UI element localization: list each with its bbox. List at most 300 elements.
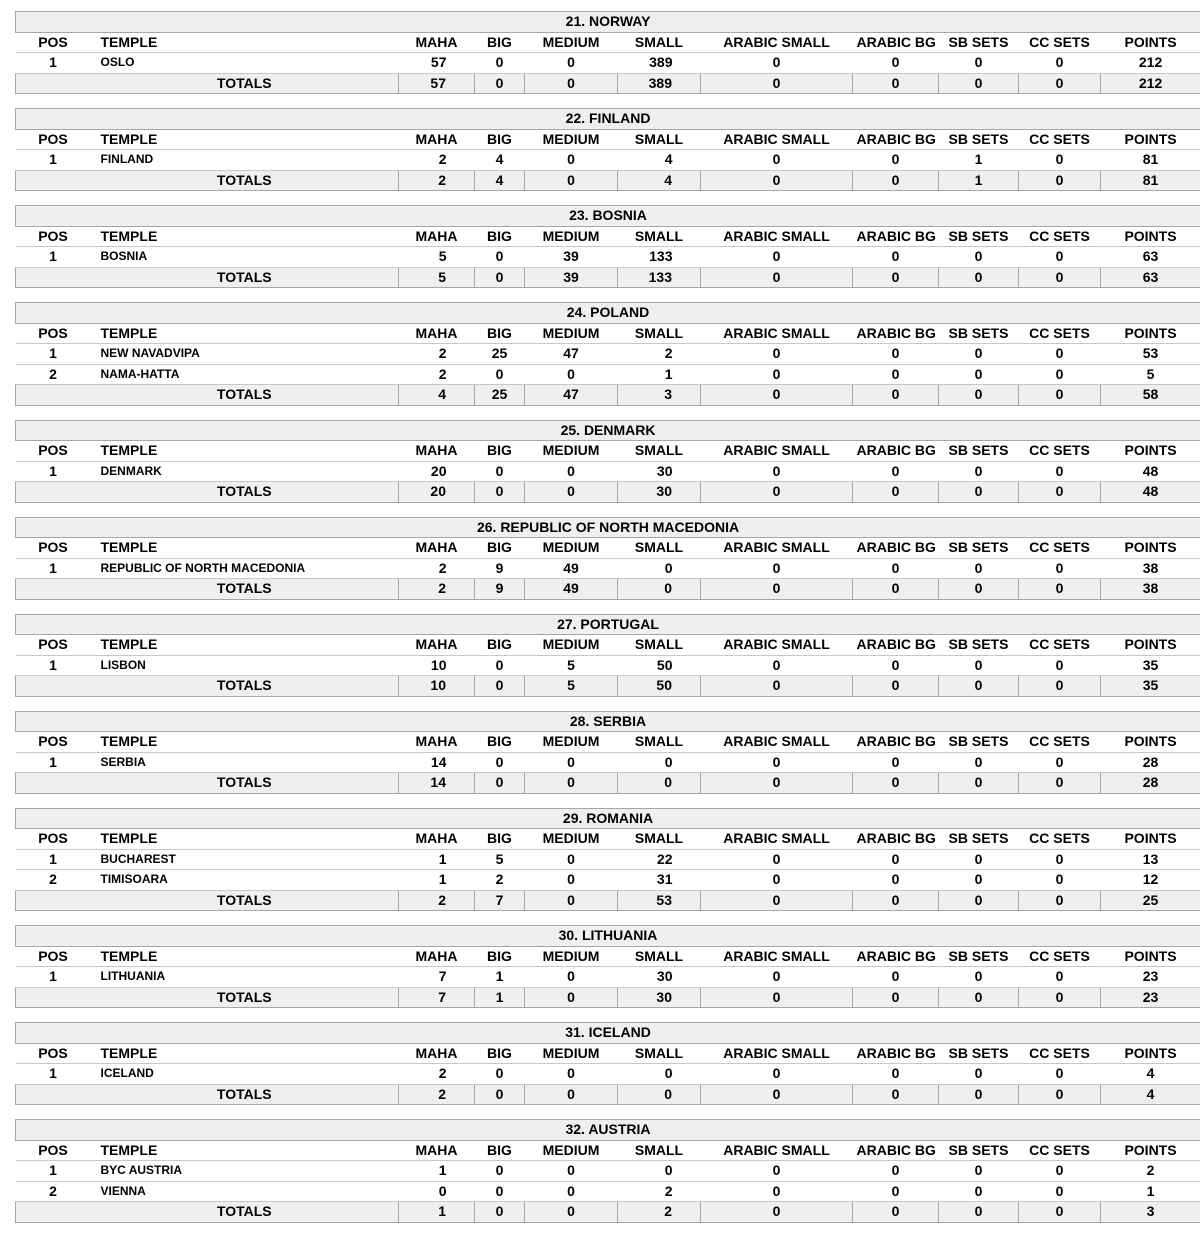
cell-maha: 0 <box>399 1181 475 1202</box>
table-row <box>16 247 1200 268</box>
total-arabic-small: 0 <box>701 987 853 1008</box>
cell-big: 0 <box>475 1181 525 1202</box>
country-title-row <box>16 517 1200 538</box>
header-big: BIG <box>475 1043 525 1064</box>
totals-row <box>16 482 1200 503</box>
cell-small: 0 <box>618 752 701 773</box>
total-points: 35 <box>1101 676 1200 697</box>
cell-arabic-small: 0 <box>701 461 853 482</box>
header-big: BIG <box>475 226 525 247</box>
total-arabic-small: 0 <box>701 385 853 406</box>
header-cc-sets: CC SETS <box>1019 946 1101 967</box>
header-arabic-small: ARABIC SMALL <box>701 732 853 753</box>
cell-medium: 0 <box>525 870 618 891</box>
cell-small: 2 <box>618 344 701 365</box>
country-table <box>15 517 1200 600</box>
total-arabic-small: 0 <box>701 1084 853 1105</box>
header-arabic-bg: ARABIC BG <box>853 538 939 559</box>
header-cc-sets: CC SETS <box>1019 635 1101 656</box>
cell-big: 0 <box>475 655 525 676</box>
header-small: SMALL <box>618 129 701 150</box>
cell-sb-sets: 0 <box>939 849 1019 870</box>
cell-medium: 39 <box>525 247 618 268</box>
total-small: 4 <box>618 170 701 191</box>
country-title: 30. LITHUANIA <box>16 926 1200 947</box>
country-title-row <box>16 711 1200 732</box>
header-sb-sets: SB SETS <box>939 946 1019 967</box>
header-row <box>16 226 1200 247</box>
total-points: 212 <box>1101 73 1200 94</box>
totals-label: TOTALS <box>91 987 399 1008</box>
total-maha: 14 <box>399 773 475 794</box>
total-big: 0 <box>475 73 525 94</box>
header-arabic-small: ARABIC SMALL <box>701 1140 853 1161</box>
header-points: POINTS <box>1101 323 1200 344</box>
total-points: 38 <box>1101 579 1200 600</box>
header-temple: TEMPLE <box>91 129 399 150</box>
country-title-row <box>16 926 1200 947</box>
table-row <box>16 53 1200 74</box>
header-arabic-bg: ARABIC BG <box>853 946 939 967</box>
header-arabic-small: ARABIC SMALL <box>701 323 853 344</box>
cell-pos: 1 <box>16 344 91 365</box>
header-big: BIG <box>475 635 525 656</box>
header-temple: TEMPLE <box>91 635 399 656</box>
header-small: SMALL <box>618 635 701 656</box>
total-big: 0 <box>475 773 525 794</box>
table-row <box>16 870 1200 891</box>
total-maha: 7 <box>399 987 475 1008</box>
total-cc-sets: 0 <box>1019 267 1101 288</box>
country-title-row <box>16 1023 1200 1044</box>
total-maha: 5 <box>399 267 475 288</box>
cell-arabic-bg: 0 <box>853 53 939 74</box>
total-small: 0 <box>618 1084 701 1105</box>
header-medium: MEDIUM <box>525 32 618 53</box>
header-pos: POS <box>16 1043 91 1064</box>
header-sb-sets: SB SETS <box>939 441 1019 462</box>
header-maha: MAHA <box>399 441 475 462</box>
cell-temple: DENMARK <box>91 461 399 482</box>
table-row <box>16 1064 1200 1085</box>
total-sb-sets: 0 <box>939 773 1019 794</box>
total-arabic-bg: 0 <box>853 1084 939 1105</box>
total-big: 0 <box>475 267 525 288</box>
cell-temple: ICELAND <box>91 1064 399 1085</box>
cell-cc-sets: 0 <box>1019 1181 1101 1202</box>
header-maha: MAHA <box>399 946 475 967</box>
total-maha: 2 <box>399 579 475 600</box>
total-big: 4 <box>475 170 525 191</box>
cell-sb-sets: 0 <box>939 967 1019 988</box>
cell-sb-sets: 0 <box>939 655 1019 676</box>
totals-spacer <box>16 1202 91 1223</box>
header-big: BIG <box>475 1140 525 1161</box>
cell-sb-sets: 0 <box>939 344 1019 365</box>
header-temple: TEMPLE <box>91 538 399 559</box>
total-arabic-bg: 0 <box>853 267 939 288</box>
header-big: BIG <box>475 732 525 753</box>
country-table <box>15 925 1200 1008</box>
header-arabic-bg: ARABIC BG <box>853 441 939 462</box>
total-cc-sets: 0 <box>1019 385 1101 406</box>
header-arabic-bg: ARABIC BG <box>853 1140 939 1161</box>
cell-points: 81 <box>1101 150 1200 171</box>
cell-pos: 1 <box>16 558 91 579</box>
total-arabic-small: 0 <box>701 267 853 288</box>
cell-pos: 1 <box>16 1064 91 1085</box>
cell-small: 50 <box>618 655 701 676</box>
cell-sb-sets: 0 <box>939 558 1019 579</box>
cell-maha: 57 <box>399 53 475 74</box>
cell-small: 22 <box>618 849 701 870</box>
total-medium: 0 <box>525 482 618 503</box>
header-small: SMALL <box>618 1043 701 1064</box>
cell-medium: 0 <box>525 364 618 385</box>
header-arabic-small: ARABIC SMALL <box>701 538 853 559</box>
total-medium: 47 <box>525 385 618 406</box>
country-title-row <box>16 303 1200 324</box>
header-small: SMALL <box>618 1140 701 1161</box>
totals-label: TOTALS <box>91 385 399 406</box>
cell-points: 38 <box>1101 558 1200 579</box>
header-points: POINTS <box>1101 441 1200 462</box>
cell-maha: 14 <box>399 752 475 773</box>
cell-maha: 2 <box>399 344 475 365</box>
header-points: POINTS <box>1101 1140 1200 1161</box>
cell-cc-sets: 0 <box>1019 558 1101 579</box>
totals-label: TOTALS <box>91 579 399 600</box>
cell-arabic-bg: 0 <box>853 752 939 773</box>
cell-medium: 5 <box>525 655 618 676</box>
cell-sb-sets: 0 <box>939 870 1019 891</box>
country-table <box>15 420 1200 503</box>
total-sb-sets: 0 <box>939 73 1019 94</box>
header-cc-sets: CC SETS <box>1019 129 1101 150</box>
header-row <box>16 441 1200 462</box>
cell-cc-sets: 0 <box>1019 364 1101 385</box>
cell-arabic-small: 0 <box>701 1064 853 1085</box>
header-sb-sets: SB SETS <box>939 732 1019 753</box>
cell-arabic-bg: 0 <box>853 1181 939 1202</box>
total-medium: 0 <box>525 987 618 1008</box>
header-small: SMALL <box>618 732 701 753</box>
totals-row <box>16 267 1200 288</box>
cell-maha: 1 <box>399 1161 475 1182</box>
cell-sb-sets: 0 <box>939 364 1019 385</box>
total-points: 63 <box>1101 267 1200 288</box>
cell-big: 1 <box>475 967 525 988</box>
cell-maha: 1 <box>399 870 475 891</box>
table-row <box>16 967 1200 988</box>
total-big: 25 <box>475 385 525 406</box>
cell-cc-sets: 0 <box>1019 967 1101 988</box>
header-medium: MEDIUM <box>525 129 618 150</box>
totals-spacer <box>16 676 91 697</box>
cell-temple: LISBON <box>91 655 399 676</box>
cell-points: 63 <box>1101 247 1200 268</box>
totals-row <box>16 987 1200 1008</box>
header-arabic-bg: ARABIC BG <box>853 635 939 656</box>
cell-big: 0 <box>475 364 525 385</box>
header-cc-sets: CC SETS <box>1019 829 1101 850</box>
total-points: 23 <box>1101 987 1200 1008</box>
header-arabic-bg: ARABIC BG <box>853 226 939 247</box>
total-big: 0 <box>475 676 525 697</box>
table-row <box>16 364 1200 385</box>
table-row <box>16 150 1200 171</box>
cell-arabic-small: 0 <box>701 655 853 676</box>
header-arabic-bg: ARABIC BG <box>853 32 939 53</box>
total-big: 0 <box>475 1084 525 1105</box>
country-title-row <box>16 12 1200 33</box>
header-temple: TEMPLE <box>91 441 399 462</box>
header-arabic-small: ARABIC SMALL <box>701 226 853 247</box>
cell-big: 0 <box>475 1064 525 1085</box>
header-small: SMALL <box>618 538 701 559</box>
header-arabic-small: ARABIC SMALL <box>701 129 853 150</box>
header-arabic-bg: ARABIC BG <box>853 129 939 150</box>
total-maha: 2 <box>399 1084 475 1105</box>
total-arabic-bg: 0 <box>853 890 939 911</box>
cell-cc-sets: 0 <box>1019 870 1101 891</box>
cell-cc-sets: 0 <box>1019 655 1101 676</box>
header-pos: POS <box>16 32 91 53</box>
total-sb-sets: 1 <box>939 170 1019 191</box>
total-maha: 20 <box>399 482 475 503</box>
header-points: POINTS <box>1101 32 1200 53</box>
cell-pos: 2 <box>16 1181 91 1202</box>
header-pos: POS <box>16 946 91 967</box>
totals-row <box>16 890 1200 911</box>
total-cc-sets: 0 <box>1019 987 1101 1008</box>
cell-big: 25 <box>475 344 525 365</box>
header-small: SMALL <box>618 32 701 53</box>
header-row <box>16 635 1200 656</box>
cell-points: 28 <box>1101 752 1200 773</box>
header-points: POINTS <box>1101 226 1200 247</box>
cell-arabic-bg: 0 <box>853 461 939 482</box>
cell-big: 0 <box>475 752 525 773</box>
country-title-row <box>16 1120 1200 1141</box>
totals-spacer <box>16 1084 91 1105</box>
cell-sb-sets: 0 <box>939 53 1019 74</box>
cell-arabic-small: 0 <box>701 150 853 171</box>
cell-medium: 0 <box>525 849 618 870</box>
total-points: 58 <box>1101 385 1200 406</box>
total-medium: 0 <box>525 170 618 191</box>
header-sb-sets: SB SETS <box>939 1140 1019 1161</box>
header-big: BIG <box>475 323 525 344</box>
country-title: 24. POLAND <box>16 303 1200 324</box>
results-sheet <box>15 11 1192 1237</box>
total-arabic-small: 0 <box>701 773 853 794</box>
cell-arabic-bg: 0 <box>853 364 939 385</box>
header-pos: POS <box>16 1140 91 1161</box>
cell-points: 2 <box>1101 1161 1200 1182</box>
total-sb-sets: 0 <box>939 482 1019 503</box>
total-arabic-bg: 0 <box>853 170 939 191</box>
cell-points: 12 <box>1101 870 1200 891</box>
header-arabic-small: ARABIC SMALL <box>701 32 853 53</box>
totals-row <box>16 1084 1200 1105</box>
cell-sb-sets: 1 <box>939 150 1019 171</box>
total-arabic-bg: 0 <box>853 773 939 794</box>
header-row <box>16 538 1200 559</box>
header-points: POINTS <box>1101 829 1200 850</box>
total-cc-sets: 0 <box>1019 73 1101 94</box>
cell-arabic-bg: 0 <box>853 247 939 268</box>
country-title: 31. ICELAND <box>16 1023 1200 1044</box>
cell-points: 35 <box>1101 655 1200 676</box>
totals-label: TOTALS <box>91 676 399 697</box>
header-arabic-small: ARABIC SMALL <box>701 829 853 850</box>
totals-spacer <box>16 170 91 191</box>
header-points: POINTS <box>1101 635 1200 656</box>
country-title: 32. AUSTRIA <box>16 1120 1200 1141</box>
cell-arabic-bg: 0 <box>853 870 939 891</box>
total-arabic-bg: 0 <box>853 987 939 1008</box>
total-cc-sets: 0 <box>1019 676 1101 697</box>
total-sb-sets: 0 <box>939 1084 1019 1105</box>
total-big: 0 <box>475 1202 525 1223</box>
total-small: 50 <box>618 676 701 697</box>
header-maha: MAHA <box>399 226 475 247</box>
cell-small: 0 <box>618 1161 701 1182</box>
cell-small: 30 <box>618 967 701 988</box>
country-title: 29. ROMANIA <box>16 808 1200 829</box>
header-maha: MAHA <box>399 1140 475 1161</box>
totals-spacer <box>16 267 91 288</box>
cell-big: 4 <box>475 150 525 171</box>
header-arabic-bg: ARABIC BG <box>853 732 939 753</box>
total-arabic-bg: 0 <box>853 482 939 503</box>
cell-arabic-small: 0 <box>701 558 853 579</box>
cell-temple: NEW NAVADVIPA <box>91 344 399 365</box>
totals-row <box>16 170 1200 191</box>
totals-row <box>16 773 1200 794</box>
cell-sb-sets: 0 <box>939 461 1019 482</box>
total-cc-sets: 0 <box>1019 579 1101 600</box>
header-small: SMALL <box>618 441 701 462</box>
total-small: 30 <box>618 482 701 503</box>
total-sb-sets: 0 <box>939 987 1019 1008</box>
cell-arabic-bg: 0 <box>853 849 939 870</box>
total-points: 4 <box>1101 1084 1200 1105</box>
cell-cc-sets: 0 <box>1019 150 1101 171</box>
header-row <box>16 732 1200 753</box>
table-row <box>16 558 1200 579</box>
header-cc-sets: CC SETS <box>1019 441 1101 462</box>
header-row <box>16 32 1200 53</box>
total-maha: 57 <box>399 73 475 94</box>
cell-medium: 0 <box>525 150 618 171</box>
cell-arabic-bg: 0 <box>853 1161 939 1182</box>
header-points: POINTS <box>1101 129 1200 150</box>
cell-arabic-small: 0 <box>701 870 853 891</box>
total-medium: 0 <box>525 73 618 94</box>
total-small: 2 <box>618 1202 701 1223</box>
header-points: POINTS <box>1101 1043 1200 1064</box>
total-arabic-small: 0 <box>701 676 853 697</box>
header-maha: MAHA <box>399 538 475 559</box>
total-medium: 49 <box>525 579 618 600</box>
total-medium: 0 <box>525 1084 618 1105</box>
cell-big: 9 <box>475 558 525 579</box>
header-small: SMALL <box>618 226 701 247</box>
header-maha: MAHA <box>399 635 475 656</box>
total-sb-sets: 0 <box>939 676 1019 697</box>
cell-temple: BYC AUSTRIA <box>91 1161 399 1182</box>
total-arabic-small: 0 <box>701 1202 853 1223</box>
cell-maha: 20 <box>399 461 475 482</box>
header-sb-sets: SB SETS <box>939 323 1019 344</box>
cell-sb-sets: 0 <box>939 752 1019 773</box>
cell-pos: 1 <box>16 655 91 676</box>
table-row <box>16 1181 1200 1202</box>
header-pos: POS <box>16 829 91 850</box>
cell-medium: 0 <box>525 752 618 773</box>
cell-arabic-small: 0 <box>701 344 853 365</box>
cell-small: 0 <box>618 1064 701 1085</box>
header-medium: MEDIUM <box>525 1140 618 1161</box>
header-row <box>16 1140 1200 1161</box>
header-arabic-bg: ARABIC BG <box>853 1043 939 1064</box>
totals-row <box>16 676 1200 697</box>
cell-arabic-small: 0 <box>701 752 853 773</box>
header-points: POINTS <box>1101 732 1200 753</box>
totals-spacer <box>16 482 91 503</box>
cell-points: 23 <box>1101 967 1200 988</box>
total-points: 81 <box>1101 170 1200 191</box>
cell-arabic-bg: 0 <box>853 1064 939 1085</box>
total-arabic-small: 0 <box>701 73 853 94</box>
totals-label: TOTALS <box>91 267 399 288</box>
total-arabic-bg: 0 <box>853 579 939 600</box>
country-table <box>15 1022 1200 1105</box>
total-maha: 2 <box>399 170 475 191</box>
cell-maha: 5 <box>399 247 475 268</box>
header-pos: POS <box>16 538 91 559</box>
cell-big: 0 <box>475 53 525 74</box>
header-row <box>16 323 1200 344</box>
header-temple: TEMPLE <box>91 829 399 850</box>
total-sb-sets: 0 <box>939 267 1019 288</box>
total-medium: 5 <box>525 676 618 697</box>
cell-medium: 0 <box>525 53 618 74</box>
header-medium: MEDIUM <box>525 635 618 656</box>
cell-medium: 49 <box>525 558 618 579</box>
header-big: BIG <box>475 829 525 850</box>
country-table <box>15 1119 1200 1223</box>
header-pos: POS <box>16 441 91 462</box>
cell-maha: 10 <box>399 655 475 676</box>
cell-temple: BOSNIA <box>91 247 399 268</box>
header-arabic-small: ARABIC SMALL <box>701 635 853 656</box>
header-temple: TEMPLE <box>91 1140 399 1161</box>
cell-sb-sets: 0 <box>939 1064 1019 1085</box>
header-pos: POS <box>16 732 91 753</box>
totals-label: TOTALS <box>91 170 399 191</box>
cell-small: 31 <box>618 870 701 891</box>
header-sb-sets: SB SETS <box>939 1043 1019 1064</box>
header-medium: MEDIUM <box>525 226 618 247</box>
total-big: 9 <box>475 579 525 600</box>
cell-pos: 2 <box>16 364 91 385</box>
total-big: 7 <box>475 890 525 911</box>
header-pos: POS <box>16 323 91 344</box>
total-points: 48 <box>1101 482 1200 503</box>
